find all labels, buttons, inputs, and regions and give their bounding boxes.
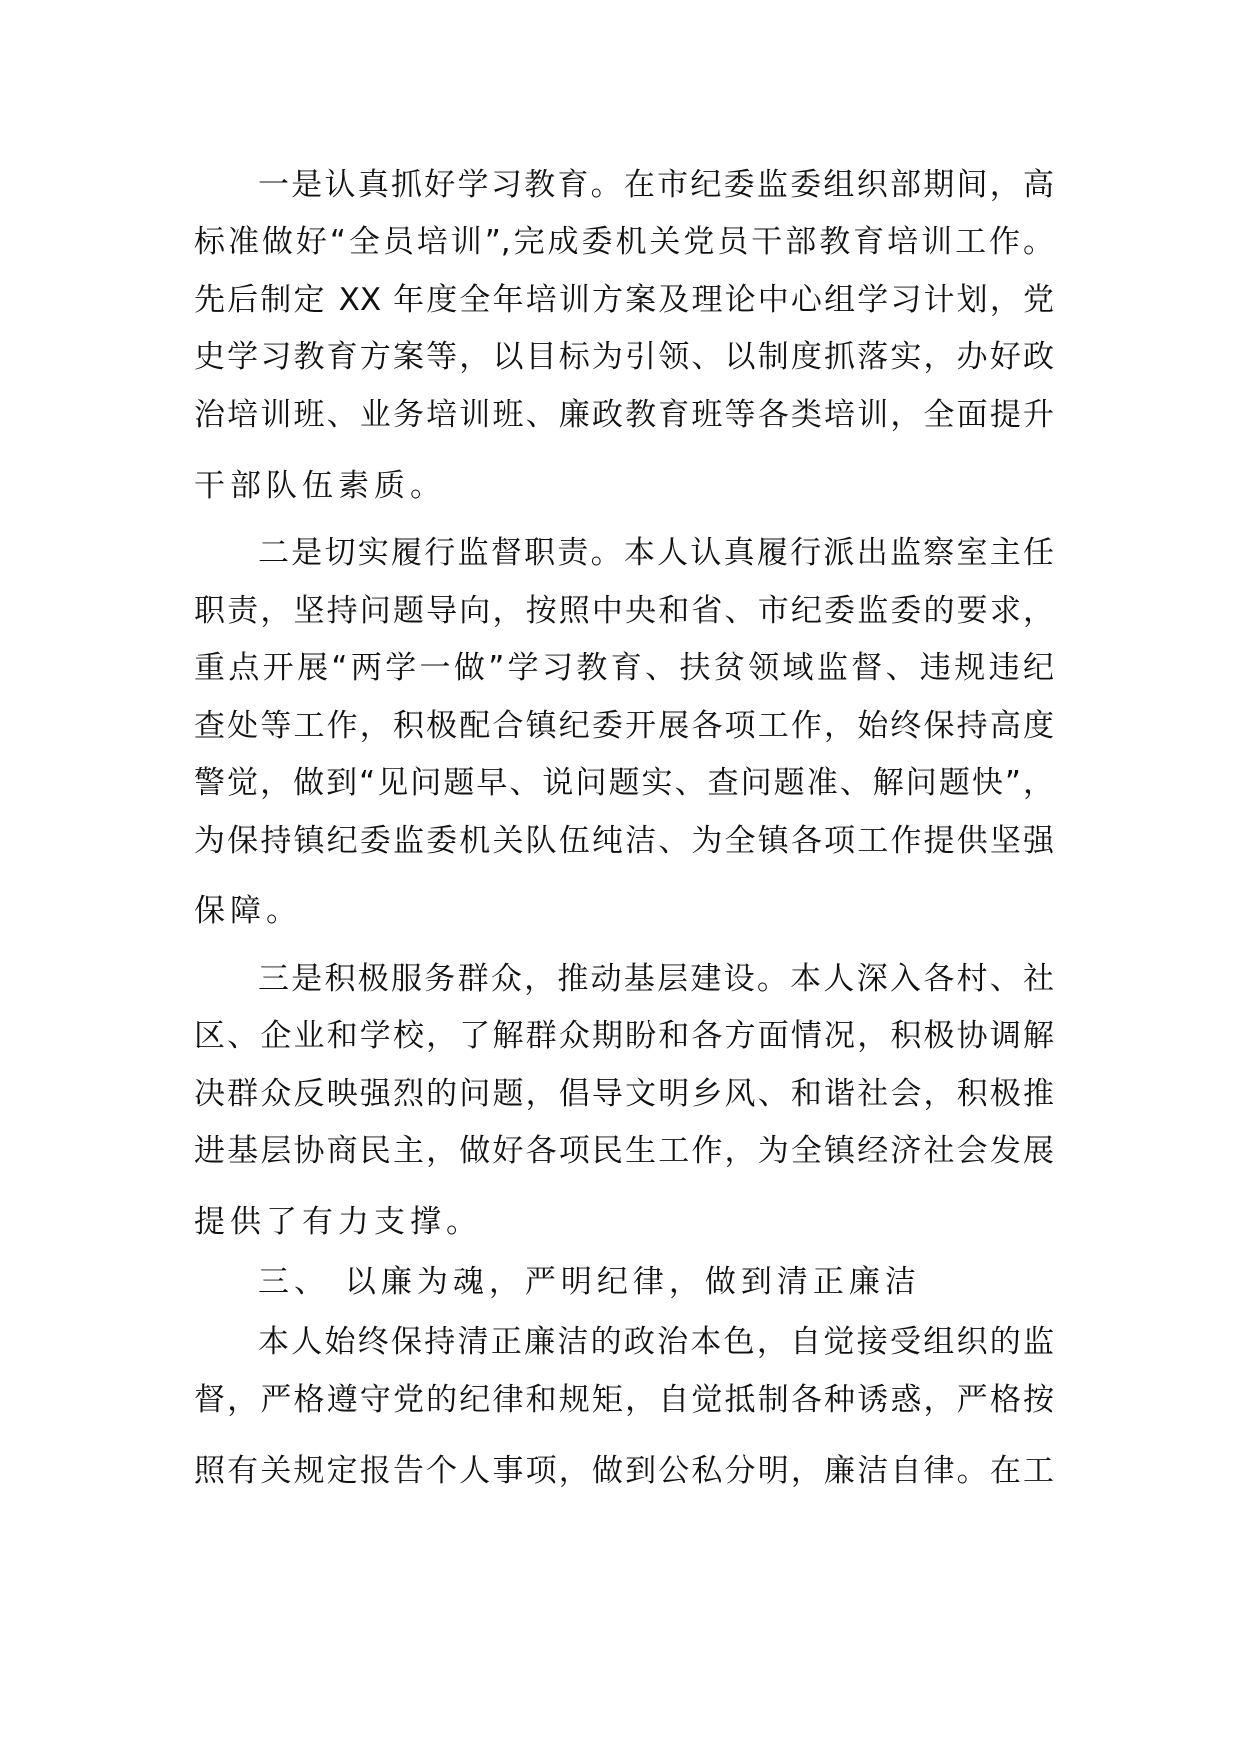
text-line: 干部队伍素质。 [194,468,446,504]
text-line: 本人始终保持清正廉洁的政治本色，自觉接受组织的监 [258,1324,1054,1360]
text-line: 治培训班、业务培训班、廉政教育班等各类培训，全面提升 [194,397,1054,433]
heading-text: 三、 以廉为魂，严明纪律，做到清正廉洁 [258,1264,921,1300]
text-line: 为保持镇纪委监委机关队伍纯洁、为全镇各项工作提供坚强 [194,823,1054,859]
text-line: 保障。 [194,893,302,929]
text-line: 二是切实履行监督职责。本人认真履行派出监察室主任 [258,535,1054,571]
text-line: 重点开展“两学一做”学习教育、扶贫领域监督、违规违纪 [194,650,1054,686]
text-line: 标准做好“全员培训”,完成委机关党员干部教育培训工作。 [194,224,1054,260]
text-line: 史学习教育方案等，以目标为引领、以制度抓落实，办好政 [194,339,1054,375]
text-line: 照有关规定报告个人事项，做到公私分明，廉洁自律。在工 [194,1453,1054,1489]
text-line: 职责，坚持问题导向，按照中央和省、市纪委监委的要求， [194,593,1054,629]
text-line: 查处等工作，积极配合镇纪委开展各项工作，始终保持高度 [194,708,1054,744]
text-line: 进基层协商民主，做好各项民生工作，为全镇经济社会发展 [194,1133,1054,1169]
text-line: 警觉，做到“见问题早、说问题实、查问题准、解问题快”， [194,765,1054,801]
text-line: 提供了有力支撑。 [194,1204,482,1240]
text-line: 三是积极服务群众，推动基层建设。本人深入各村、社 [258,961,1054,997]
text-line: 一是认真抓好学习教育。在市纪委监委组织部期间，高 [258,167,1054,203]
text-line: 督，严格遵守党的纪律和规矩，自觉抵制各种诱惑，严格按 [194,1382,1054,1418]
text-line: 先后制定 XX 年度全年培训方案及理论中心组学习计划，党 [194,282,1054,318]
text-line: 决群众反映强烈的问题，倡导文明乡风、和谐社会，积极推 [194,1076,1054,1112]
text-line: 区、企业和学校，了解群众期盼和各方面情况，积极协调解 [194,1018,1054,1054]
